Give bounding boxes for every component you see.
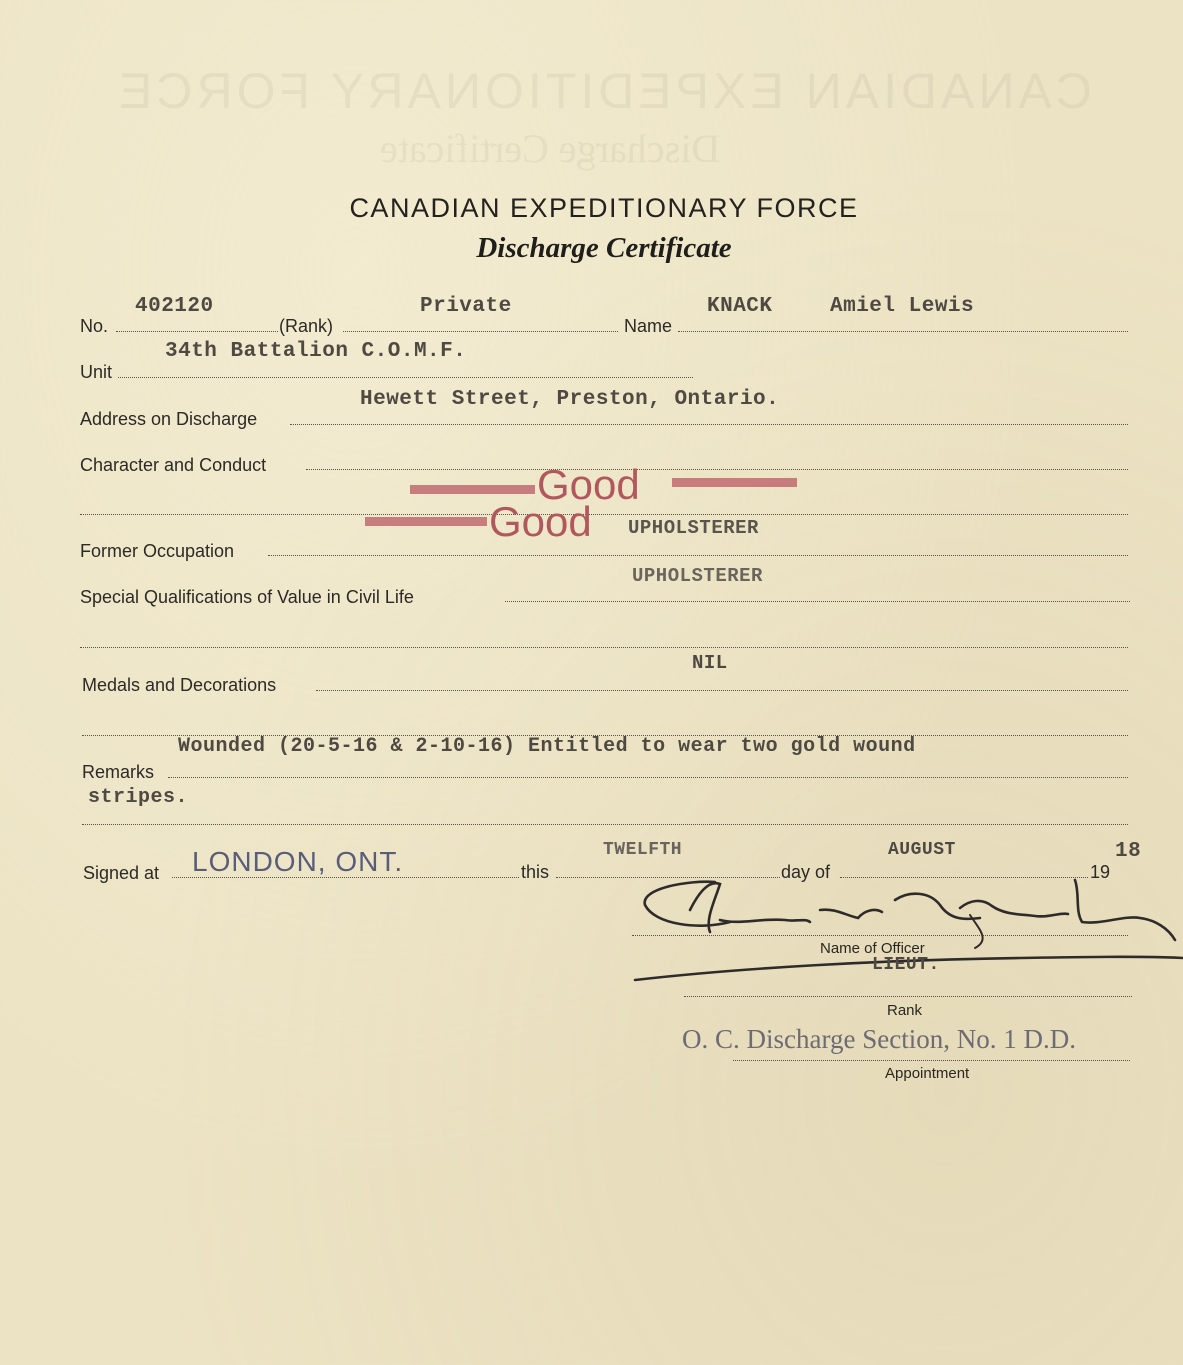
unit-field-line [118, 377, 693, 378]
address-label: Address on Discharge [80, 409, 258, 429]
document-title: CANADIAN EXPEDITIONARY FORCE [349, 193, 859, 223]
day-of-label: day of [781, 862, 831, 882]
remarks-line-1: Wounded (20-5-16 & 2-10-16) Entitled to wear two gold wound [178, 735, 916, 758]
character-field-line [306, 469, 1128, 470]
day-value: TWELFTH [603, 840, 683, 860]
year-prefix: 19 [1090, 862, 1111, 882]
character-stamp-1: Good [537, 461, 640, 508]
unit-value: 34th Battalion C.O.M.F. [165, 340, 467, 363]
name-of-officer-label: Name of Officer [820, 940, 925, 957]
stamp-bar-left-2 [365, 517, 487, 526]
medals-value: NIL [692, 652, 728, 674]
remarks-field-line [168, 777, 1128, 778]
rank-label: (Rank) [279, 316, 334, 336]
number-field-line [116, 331, 278, 332]
remarks-label: Remarks [82, 762, 155, 782]
given-names-value: Amiel Lewis [830, 295, 975, 318]
officer-name-line [632, 935, 1128, 936]
unit-label: Unit [80, 362, 113, 382]
signed-at-stamp: LONDON, ONT. [192, 846, 404, 877]
special-qualifications-field-line [505, 601, 1130, 602]
medals-field-line [316, 690, 1128, 691]
stamp-bar-left-1 [410, 485, 535, 494]
former-occupation-value: UPHOLSTERER [628, 517, 759, 539]
appointment-line [733, 1060, 1130, 1061]
surname-value: KNACK [707, 295, 773, 318]
rank-caption: Rank [887, 1002, 923, 1019]
month-value: AUGUST [888, 840, 956, 860]
special-qualifications-value: UPHOLSTERER [632, 565, 763, 587]
appointment-caption: Appointment [885, 1065, 970, 1082]
character-second-line [80, 514, 1128, 515]
stamp-bar-right-1 [672, 478, 797, 487]
name-field-line [678, 331, 1128, 332]
address-value: Hewett Street, Preston, Ontario. [360, 388, 780, 411]
bleed-through-subtitle: Discharge Certificate [380, 126, 721, 171]
officer-rank-value: LIEUT. [872, 955, 940, 975]
medals-label: Medals and Decorations [82, 675, 277, 695]
remarks-second-line [82, 824, 1128, 825]
document-subtitle: Discharge Certificate [476, 232, 732, 264]
special-qualifications-second-line [80, 647, 1128, 648]
special-qualifications-label: Special Qualifications of Value in Civil Life [80, 587, 414, 607]
appointment-stamp: O. C. Discharge Section, No. 1 D.D. [682, 1024, 1076, 1054]
address-field-line [290, 424, 1128, 425]
year-suffix: 18 [1115, 840, 1142, 863]
former-occupation-field-line [268, 555, 1128, 556]
character-stamp-2: Good [489, 498, 592, 545]
rank-field-line [343, 331, 618, 332]
number-label: No. [80, 316, 109, 336]
rank-value: Private [420, 295, 512, 318]
signed-at-label: Signed at [83, 863, 160, 883]
remarks-line-2: stripes. [88, 786, 189, 809]
service-number: 402120 [135, 295, 214, 318]
bleed-through-title: CANADIAN EXPEDITIONARY FORCE [115, 63, 1092, 119]
name-label: Name [624, 316, 673, 336]
this-label: this [521, 862, 550, 882]
character-label: Character and Conduct [80, 455, 267, 475]
officer-rank-line [684, 996, 1132, 997]
former-occupation-label: Former Occupation [80, 541, 235, 561]
